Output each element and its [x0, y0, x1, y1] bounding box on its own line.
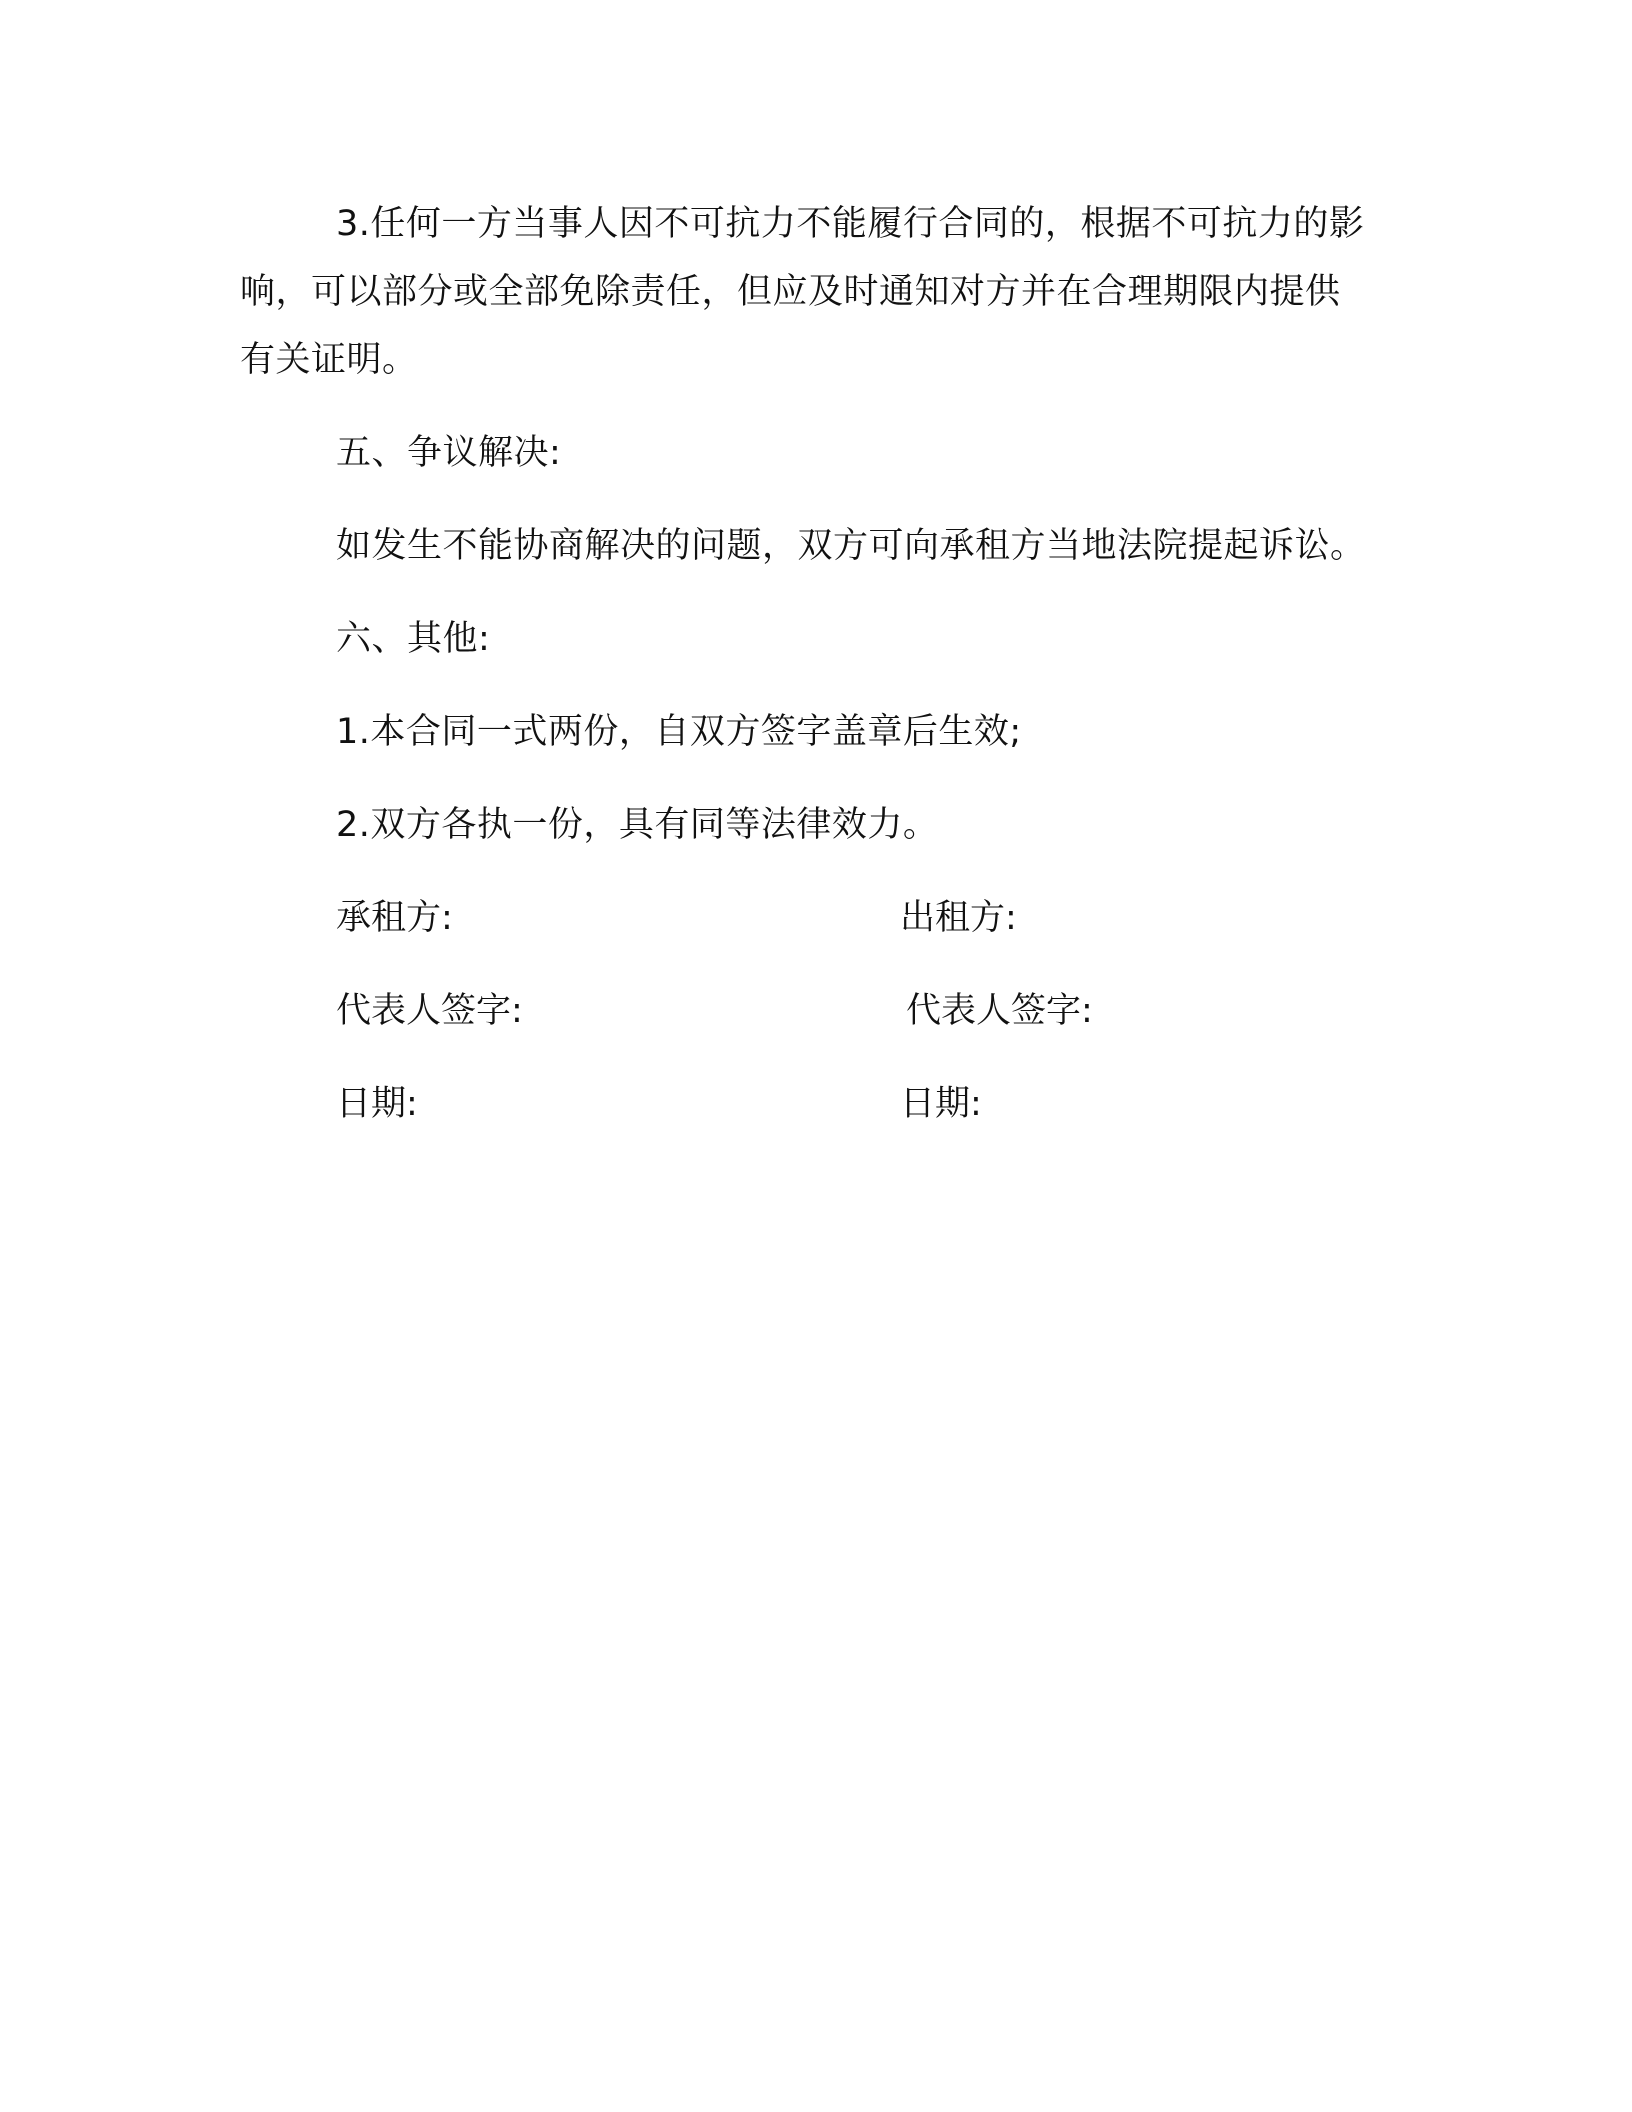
lessor-label: 出租方: [900, 898, 1017, 938]
lessee-label: 承租方: [336, 898, 453, 938]
section-heading-other: 六、其他: [336, 619, 491, 659]
section-heading-dispute: 五、争议解决: [336, 433, 562, 473]
clause-dispute-resolution: 如发生不能协商解决的问题，双方可向承租方当地法院提起诉讼。 [336, 526, 1366, 566]
clause-force-majeure-3: 3.任何一方当事人因不可抗力不能履行合同的，根据不可抗力的影响，可以部分或全部免除责任，但应及时通知对方并在合理期限内提供有关证明。 [240, 204, 1365, 380]
lessee-date-label: 日期: [336, 1084, 418, 1124]
document-body [240, 190, 1370, 1138]
signature-row-parties [240, 884, 1370, 952]
clause-other-2: 2.双方各执一份，具有同等法律效力。 [336, 805, 939, 845]
clause-other-1: 1.本合同一式两份，自双方签字盖章后生效; [336, 712, 1022, 752]
lessor-representative-label: 代表人签字: [906, 991, 1093, 1031]
signature-row-dates [240, 1070, 1370, 1138]
lessor-date-label: 日期: [900, 1084, 982, 1124]
signature-row-representatives [240, 977, 1370, 1045]
lessee-representative-label: 代表人签字: [336, 991, 523, 1031]
